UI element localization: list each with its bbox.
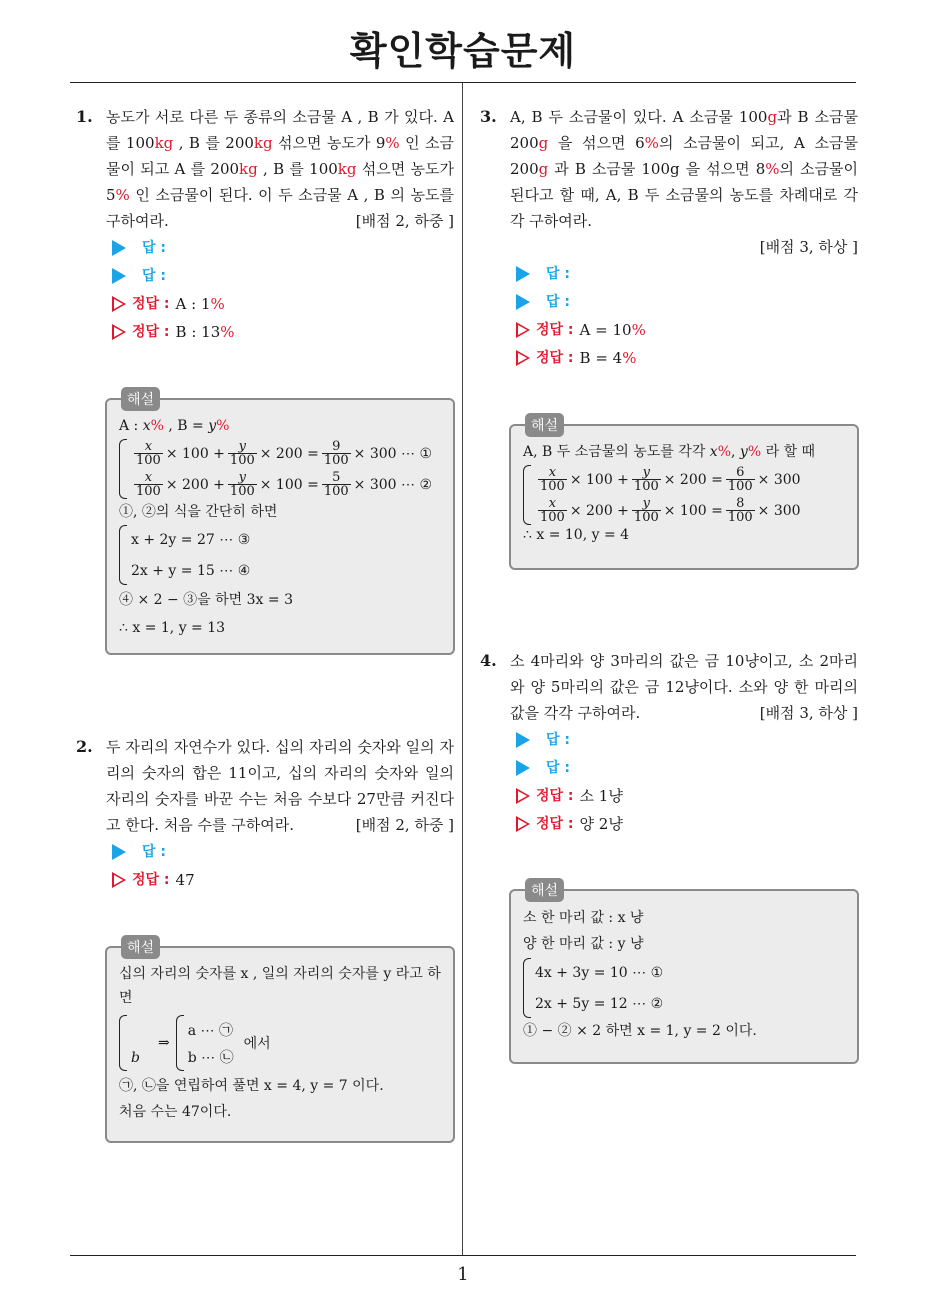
answer-blank[interactable]: 답 : bbox=[106, 234, 454, 262]
problem-text: 소 4마리와 양 3마리의 값은 금 10냥이고, 소 2마리와 양 5마리의 값은 금 12냥이다. 소와 양 한 마리의 값을 각각 구하여라. [배점 3, 하상 ] bbox=[510, 648, 858, 726]
outline-triangle-icon bbox=[112, 872, 126, 888]
solution-line: 소 한 마리 값 : x 냥 bbox=[523, 910, 644, 926]
problem-text: 두 자리의 자연수가 있다. 십의 자리의 숫자와 일의 자리의 숫자의 합은 11이고, 십의 자리의 숫자와 일의 자리의 숫자를 바꾼 수는 처음 수보다 27만큼 커진다고 한다. 처음 수를 구하여라. [배점 2, 하중 ] bbox=[106, 734, 454, 838]
solution-line: 처음 수는 47이다. bbox=[119, 1104, 232, 1120]
solution-tag: 해설 bbox=[121, 387, 160, 411]
solution-line: 십의 자리의 숫자를 x , 일의 자리의 숫자를 y 라고 하면 bbox=[119, 966, 441, 1006]
problem-4 bbox=[480, 648, 858, 838]
play-icon bbox=[516, 294, 530, 310]
problem-number: 3. bbox=[480, 107, 497, 126]
equation-system: b ⇒ a ⋯ ㉠ b ⋯ ㉡ 에서 bbox=[119, 1012, 441, 1074]
solution-tag: 해설 bbox=[525, 878, 564, 902]
column-divider bbox=[462, 83, 463, 1255]
bottom-rule bbox=[70, 1255, 856, 1256]
solution-tag: 해설 bbox=[121, 935, 160, 959]
problem-number: 2. bbox=[76, 737, 93, 756]
correct-answer: 정답 : 47 bbox=[106, 866, 454, 894]
solution-box-2 bbox=[105, 940, 455, 1143]
solution-line: A, B 두 소금물의 농도를 각각 x%, y% 라 할 때 bbox=[523, 444, 816, 460]
solution-box-1 bbox=[105, 392, 455, 655]
answer-blank[interactable]: 답 : bbox=[510, 288, 858, 316]
answer-blank[interactable]: 답 : bbox=[510, 260, 858, 288]
outline-triangle-icon bbox=[516, 322, 530, 338]
solution-line: ∴ x = 10, y = 4 bbox=[523, 527, 630, 543]
play-icon bbox=[112, 844, 126, 860]
solution-line: A : x% , B = y% bbox=[119, 418, 230, 434]
solution-line: ∴ x = 1, y = 13 bbox=[119, 620, 226, 636]
page-title: 확인학습문제 bbox=[349, 29, 577, 73]
solution-line: 양 한 마리 값 : y 냥 bbox=[523, 936, 644, 952]
outline-triangle-icon bbox=[516, 350, 530, 366]
correct-answer: 정답 : B : 13 % bbox=[106, 318, 454, 346]
solution-box-4 bbox=[509, 883, 859, 1064]
score-label: [배점 2, 하중 ] bbox=[355, 816, 454, 834]
solution-tag: 해설 bbox=[525, 413, 564, 437]
solution-box-3 bbox=[509, 418, 859, 570]
correct-answer: 정답 : 소 1냥 bbox=[510, 782, 858, 810]
problem-number: 4. bbox=[480, 651, 497, 670]
correct-answer: 정답 : 양 2냥 bbox=[510, 810, 858, 838]
outline-triangle-icon bbox=[112, 296, 126, 312]
equation-system: $\frac{x}{100}$ × 100 + $\frac{y}{100}$ × 200 = $\frac{6}{100}$ × 300 $\frac{x}{100}$ × 200 + $\frac{y}{100}$ × 100 = $\frac{8}{100}$ × 300 bbox=[523, 464, 845, 526]
play-icon bbox=[112, 240, 126, 256]
solution-line: ㉠, ㉡을 연립하여 풀면 x = 4, y = 7 이다. bbox=[119, 1078, 384, 1094]
problem-1 bbox=[76, 104, 454, 346]
problem-2 bbox=[76, 734, 454, 894]
score-label: [배점 3, 하상 ] bbox=[759, 704, 858, 722]
problem-text: 농도가 서로 다른 두 종류의 소금물 A , B 가 있다. A 를 100kg , B 를 200kg 섞으면 농도가 9% 인 소금물이 되고 A 를 200kg , B 를 100kg 섞으면 농도가 5% 인 소금물이 된다. 이 두 소금물 A , B 의 농도를 구하여라. [배점 2, 하중 ] bbox=[106, 104, 454, 234]
score-label: [배점 2, 하중 ] bbox=[355, 212, 454, 230]
outline-triangle-icon bbox=[516, 788, 530, 804]
problem-3 bbox=[480, 104, 858, 372]
equation-system: 4x + 3y = 10 ⋯ ① 2x + 5y = 12 ⋯ ② bbox=[523, 957, 845, 1019]
equation-system: $\frac{x}{100}$ × 100 + $\frac{y}{100}$ × 200 = $\frac{9}{100}$ × 300 ⋯ ① $\frac{x}{100}$ × 200 + $\frac{y}{100}$ × 100 = $\frac{5}{100}$ × 300 ⋯ ② bbox=[119, 438, 441, 500]
answer-blank[interactable]: 답 : bbox=[510, 754, 858, 782]
answer-blank[interactable]: 답 : bbox=[106, 262, 454, 290]
answer-blank[interactable]: 답 : bbox=[106, 838, 454, 866]
problem-number: 1. bbox=[76, 107, 93, 126]
page-number: 1 bbox=[457, 1264, 469, 1285]
answer-blank[interactable]: 답 : bbox=[510, 726, 858, 754]
play-icon bbox=[516, 760, 530, 776]
correct-answer: 정답 : A : 1 % bbox=[106, 290, 454, 318]
solution-line: ④ × 2 − ③을 하면 3x = 3 bbox=[119, 592, 293, 608]
play-icon bbox=[112, 268, 126, 284]
play-icon bbox=[516, 266, 530, 282]
correct-answer: 정답 : B = 4 % bbox=[510, 344, 858, 372]
outline-triangle-icon bbox=[516, 816, 530, 832]
play-icon bbox=[516, 732, 530, 748]
outline-triangle-icon bbox=[112, 324, 126, 340]
correct-answer: 정답 : A = 10 % bbox=[510, 316, 858, 344]
problem-text: A, B 두 소금물이 있다. A 소금물 100g과 B 소금물 200g 을 섞으면 6%의 소금물이 되고, A 소금물 200g 과 B 소금물 100g 을 섞으면 8%의 소금물이 된다고 할 때, A, B 두 소금물의 농도를 차례대로 각각 구하여라. bbox=[510, 108, 858, 230]
score-label: [배점 3, 하상 ] bbox=[759, 238, 858, 256]
equation-system: x + 2y = 27 ⋯ ③ 2x + y = 15 ⋯ ④ bbox=[119, 524, 441, 586]
top-rule bbox=[70, 82, 856, 83]
solution-line: ①, ②의 식을 간단히 하면 bbox=[119, 504, 278, 520]
solution-line: ① − ② × 2 하면 x = 1, y = 2 이다. bbox=[523, 1023, 757, 1039]
